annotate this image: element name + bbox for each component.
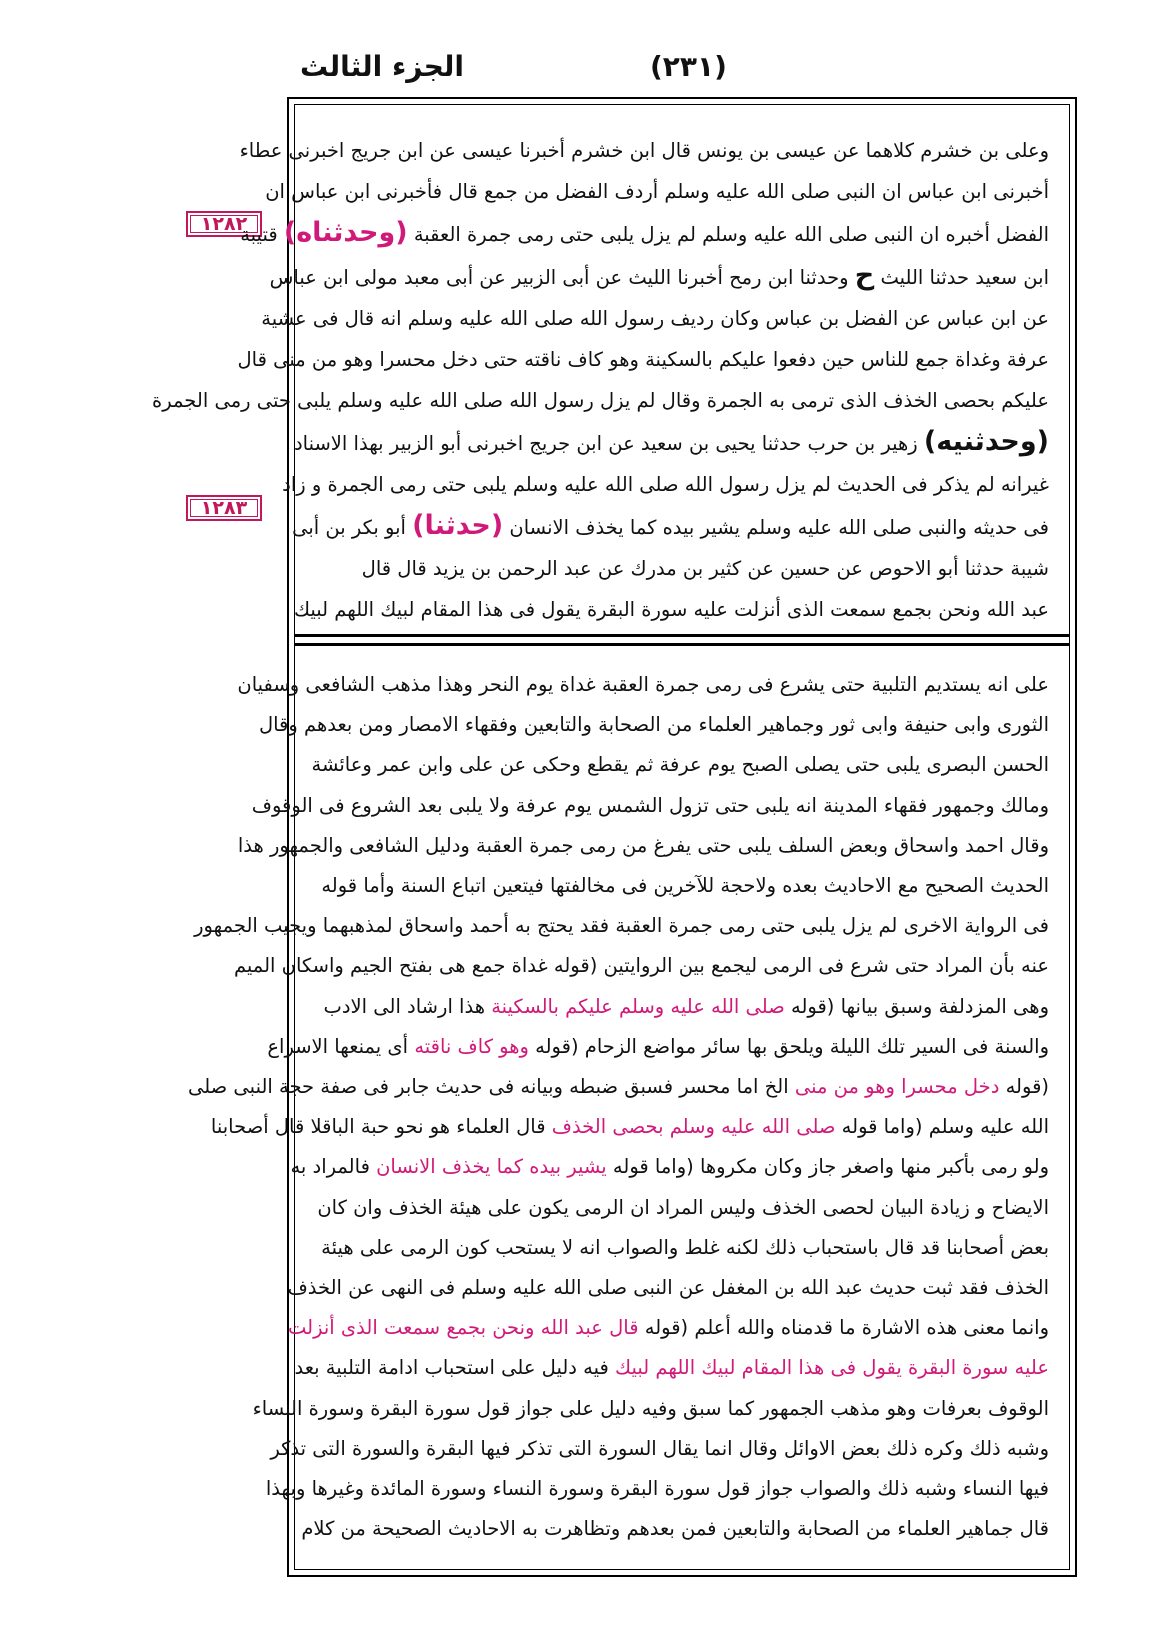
hadith-number-badge [186, 495, 262, 521]
text-line: والسنة فى السير تلك الليلة ويلحق بها سائر مواضع الزحام (قوله وهو كاف ناقته أى يمنعها الاسراع [267, 1034, 1049, 1058]
quoted-phrase: وهو كاف ناقته [414, 1034, 529, 1058]
page-number: (٢٣١) [650, 50, 727, 83]
text-line: الايضاح و زيادة البيان لحصى الخذف وليس المراد ان الرمى يكون على هيئة الخذف وان كان [317, 1195, 1049, 1219]
quoted-phrase: صلى الله عليه وسلم بحصى الخذف [551, 1115, 836, 1139]
text-line: ومالك وجمهور فقهاء المدينة انه يلبى حتى تزول الشمس يوم عرفة ولا يلبى بعد الشروع فى الوقوف [251, 793, 1049, 817]
narration-marker: (وحدثناه) [283, 217, 408, 248]
hadith-number: ١٢٨٣ [200, 497, 248, 519]
hadith-number: ١٢٨٢ [200, 213, 248, 235]
text-line: بعض أصحابنا قد قال باستحباب ذلك لكنه غلط والصواب انه لا يستحب كون الرمى على هيئة [321, 1235, 1049, 1259]
text-line: ابن سعيد حدثنا الليث ح وحدثنا ابن رمح أخبرنا الليث عن أبى الزبير عن أبى معبد مولى ابن عباس [269, 260, 1049, 291]
narration-marker: (حدثنا) [412, 510, 504, 541]
text-line: فى حديثه والنبى صلى الله عليه وسلم يشير بيده كما يخذف الانسان (حدثنا) أبو بكر بن أبى [292, 510, 1049, 541]
badge-inner-border [190, 499, 258, 517]
tahwil-marker: ح [854, 260, 875, 291]
text-line: فيها النساء وشبه ذلك والصواب جواز قول سورة البقرة وسورة النساء وسورة المائدة وغيرها وبهذا [265, 1477, 1049, 1501]
text-line: أخبرنى ابن عباس ان النبى صلى الله عليه وسلم أردف الفضل من جمع قال فأخبرنى ابن عباس ان [265, 180, 1049, 203]
text-line: عليه سورة البقرة يقول فى هذا المقام لبيك اللهم لبيك فيه دليل على استحباب ادامة التلبية بعد [294, 1356, 1049, 1380]
text-line: عرفة وغداة جمع للناس حين دفعوا عليكم بالسكينة وهو كاف ناقته حتى دخل محسرا وهو من منى قال [237, 348, 1049, 371]
text-line: فى الرواية الاخرى لم يزل يلبى حتى رمى جمرة العقبة فقد يحتج به أحمد واسحاق لمذهبهما ويجيب الجمهور [194, 914, 1049, 938]
text-line: الثورى وابى حنيفة وابى ثور وجماهير العلماء من الصحابة والتابعين وفقهاء الامصار ومن بعدهم وقال [258, 713, 1049, 737]
commentary-text [187, 665, 1049, 1549]
text-line: عبد الله ونحن بجمع سمعت الذى أنزلت عليه سورة البقرة يقول فى هذا المقام لبيك اللهم لبيك [293, 598, 1049, 621]
text-line: عليكم بحصى الخذف الذى ترمى به الجمرة وقال لم يزل رسول الله صلى الله عليه وسلم يلبى حتى رمى الجمرة [152, 389, 1049, 412]
quoted-phrase: قال عبد الله ونحن بجمع سمعت الذى أنزلت [288, 1316, 639, 1340]
text-line: الخذف فقد ثبت حديث عبد الله بن المغفل عن النبى صلى الله عليه وسلم فى النهى عن الخذف [287, 1276, 1049, 1300]
quoted-phrase: عليه سورة البقرة يقول فى هذا المقام لبيك اللهم لبيك [615, 1356, 1049, 1380]
text-line: وشبه ذلك وكره ذلك بعض الاوائل وقال انما يقال السورة التى تذكر فيها البقرة والسورة التى تذكر [270, 1436, 1049, 1460]
text-line: الحديث الصحيح مع الاحاديث بعده ولاحجة للآخرين فى مخالفتها فيتعين اتباع السنة وأما قوله [321, 874, 1049, 898]
text-line: وانما معنى هذه الاشارة ما قدمناه والله أعلم (قوله قال عبد الله ونحن بجمع سمعت الذى أنزلت [288, 1316, 1049, 1340]
text-line: الله عليه وسلم (واما قوله صلى الله عليه وسلم بحصى الخذف قال العلماء هو نحو حبة الباقلا قال أصحابنا [210, 1115, 1049, 1139]
text-line: ولو رمى بأكبر منها واصغر جاز وكان مكروها (واما قوله يشير بيده كما يخذف الانسان فالمراد به [290, 1155, 1049, 1179]
text-line: شيبة حدثنا أبو الاحوص عن حسين عن كثير بن مدرك عن عبد الرحمن بن يزيد قال قال [361, 557, 1049, 580]
section-divider [295, 634, 1069, 646]
part-title: الجزء الثالث [300, 50, 464, 83]
quoted-phrase: يشير بيده كما يخذف الانسان [376, 1155, 607, 1179]
text-line: وعلى بن خشرم كلاهما عن عيسى بن يونس قال ابن خشرم أخبرنا عيسى عن ابن جريج اخبرنى عطاء [239, 139, 1049, 162]
text-line: غيرانه لم يذكر فى الحديث لم يزل رسول الله صلى الله عليه وسلم يلبى حتى رمى الجمرة و زاد [282, 473, 1049, 496]
text-line: الوقوف بعرفات وهو مذهب الجمهور كما سبق وفيه دليل على جواز قول سورة البقرة وسورة النساء [252, 1396, 1049, 1420]
quoted-phrase: صلى الله عليه وسلم عليكم بالسكينة [491, 994, 785, 1018]
text-line: عن ابن عباس عن الفضل بن عباس وكان رديف رسول الله صلى الله عليه وسلم انه قال فى عشية [261, 307, 1049, 330]
text-line: قال جماهير العلماء من الصحابة والتابعين فمن بعدهم وتظاهرت به الاحاديث الصحيحة من كلام [301, 1517, 1049, 1541]
text-line: (قوله دخل محسرا وهو من منى الخ اما محسر فسبق ضبطه وبيانه فى حديث جابر فى صفة حجة النبى صلى [187, 1075, 1049, 1099]
text-line: وقال احمد واسحاق وبعض السلف يلبى حتى يفرغ من رمى جمرة العقبة ودليل الشافعى والجمهور هذا [237, 833, 1049, 857]
text-line: وهى المزدلفة وسبق بيانها (قوله صلى الله عليه وسلم عليكم بالسكينة هذا ارشاد الى الادب [323, 994, 1049, 1018]
text-line: (وحدثنيه) زهير بن حرب حدثنا يحيى بن سعيد عن ابن جريج اخبرنى أبو الزبير بهذا الاسناد [293, 426, 1049, 457]
narration-marker: (وحدثنيه) [923, 426, 1049, 457]
text-line: عنه بأن المراد حتى شرع فى الرمى ليجمع بين الروايتين (قوله غداة جمع هى بفتح الجيم واسكان الميم [233, 954, 1049, 978]
quoted-phrase: دخل محسرا وهو من منى [794, 1075, 1000, 1099]
text-line: الحسن البصرى يلبى حتى يصلى الصبح يوم عرفة ثم يقطع وحكى عن على وابن عمر وعائشة [311, 753, 1049, 777]
text-line: على انه يستديم التلبية حتى يشرع فى رمى جمرة العقبة غداة يوم النحر وهذا مذهب الشافعى وسفيان [237, 673, 1049, 696]
text-line: الفضل أخبره ان النبى صلى الله عليه وسلم لم يزل يلبى حتى رمى جمرة العقبة (وحدثناه) قتيبة [240, 217, 1049, 248]
